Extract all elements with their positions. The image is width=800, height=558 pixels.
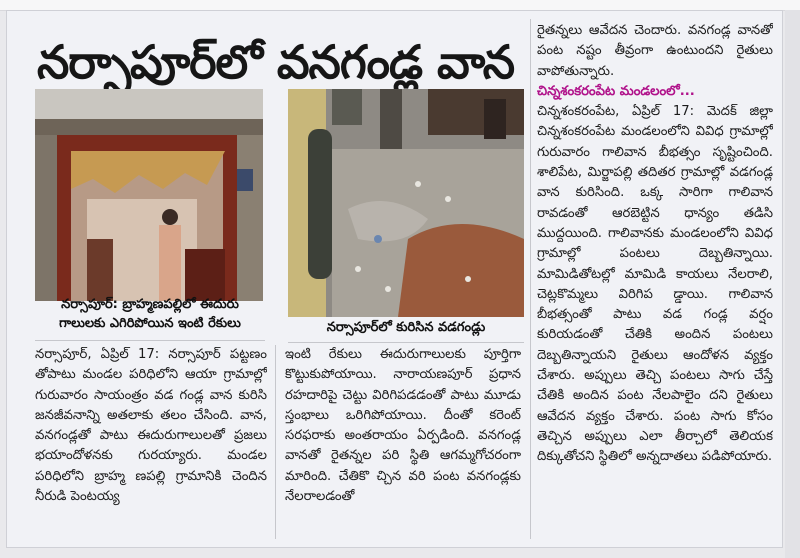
caption-divider-2: [288, 342, 524, 343]
caption-line-2: గాలులకు ఎగిరిపోయిన ఇంటి రేకులు: [59, 316, 241, 331]
column-2-text: ఇంటి రేకులు ఈదురుగాలులకు పూర్తిగా కొట్టుకుపోయాయి. నారాయణపూర్‌ ప్రధాన రహదారిపై చెట్టు విరిగిపడడంతో పాటు మూడు స్తంభాలు ఒరిగిపోయాయి. దీంతో కరెంట్‌ సరఫరాకు అంతరాయం ఏర్పడింది. వనగండ్ల వానతో రైతన్నల పరి స్థితి ఆగమ్మగోచరంగా మారింది. చేతికొ చ్చిన వరి పంట వనగండ్లకు నేలరాలడంతో: [285, 347, 521, 505]
caption-divider-1: [35, 340, 265, 341]
article-column-3: [537, 21, 773, 537]
caption-line-1: నర్సాపూర్‌: బ్రాహ్మణపల్లిలో ఈదురు: [61, 297, 239, 312]
column-1-text: నర్సాపూర్‌, ఏప్రిల్‌ 17: నర్సాపూర్‌ పట్టణం తోపాటు మండల పరిధిలోని ఆయా గ్రామాల్లో గురువారం సాయంత్రం వడ గండ్ల వాన కురిసి జనజీవనాన్ని అతలాకు తలం చేసింది. వాన, వనగండ్లతో పాటు ఈదురుగాలులతో ప్రజలు భయాందోళనకు గురయ్యారు. మండల పరిధిలోని బ్రాహ్మ ణపల్లి గ్రామానికి చెందిన నీరుడి పెంటయ్య: [35, 347, 267, 505]
right-margin: [785, 10, 800, 558]
column-divider-2: [530, 19, 531, 539]
photo-house-roof: [35, 89, 263, 301]
newspaper-clipping: [6, 10, 783, 548]
column-3-body: చిన్నశంకరంపేట, ఏప్రిల్‌ 17: మెదక్‌ జిల్లా చిన్నశంకరంపేట మండలంలోని వివిధ గ్రామాల్లో గురువారం గాలివాన బీభత్సం సృష్టించింది. శాలిపేట, మిర్జాపల్లి తదితర గ్రామాల్లో వడగండ్ల వాన కురిసింది. ఒక్క సారిగా గాలివాన రావడంతో ఆరబెట్టిన ధాన్యం తడిసి ముద్దయింది. గాలివానకు మండలంలోని వివిధ గ్రామాల్లో పంటలు దెబ్బతిన్నాయి. మామిడితోటల్లో మామిడి కాయలు నేలరాలి, చెట్లకొమ్మలు విరిగిప డ్డాయి. గాలివాన బీభత్సంతో పాటు వడ గండ్ల వర్షం కురియడంతో చేతికి అందిన పంటలు దెబ్బతిన్నాయని రైతులు ఆందోళన వ్యక్తం చేశారు. అప్పులు తెచ్చి పంటలు సాగు చేస్తే చేతికి అందిన పంట నేలపాలైం దని రైతులు ఆవేదన వ్యక్తం చేశారు. పంట సాగు కోసం తెచ్చిన అప్పులు ఎలా తీర్చాలో తెలియక దిక్కుతోచని స్థితిలో అన్నదాతలు పడిపోయారు.: [537, 104, 773, 465]
headline: నర్సాపూర్‌లో వనగండ్ల వాన: [37, 35, 515, 89]
photo-hailstones: [288, 89, 524, 317]
column-3-intro: రైతన్నలు ఆవేదన చెందారు. వనగండ్ల వానతో పంట నష్టం తీవ్రంగా ఉంటుందని రైతులు వాపోతున్నారు.: [537, 23, 773, 79]
column-divider-1: [275, 345, 276, 539]
article-column-2: [285, 345, 521, 537]
photo-hailstones-caption: నర్సాపూర్‌లో కురిసిన వడగండ్లు: [326, 320, 486, 335]
photo-house-caption: [35, 295, 265, 335]
section-subhead: చిన్నశంకరంపేట మండలంలో...: [537, 83, 695, 99]
article-column-1: [35, 345, 267, 537]
